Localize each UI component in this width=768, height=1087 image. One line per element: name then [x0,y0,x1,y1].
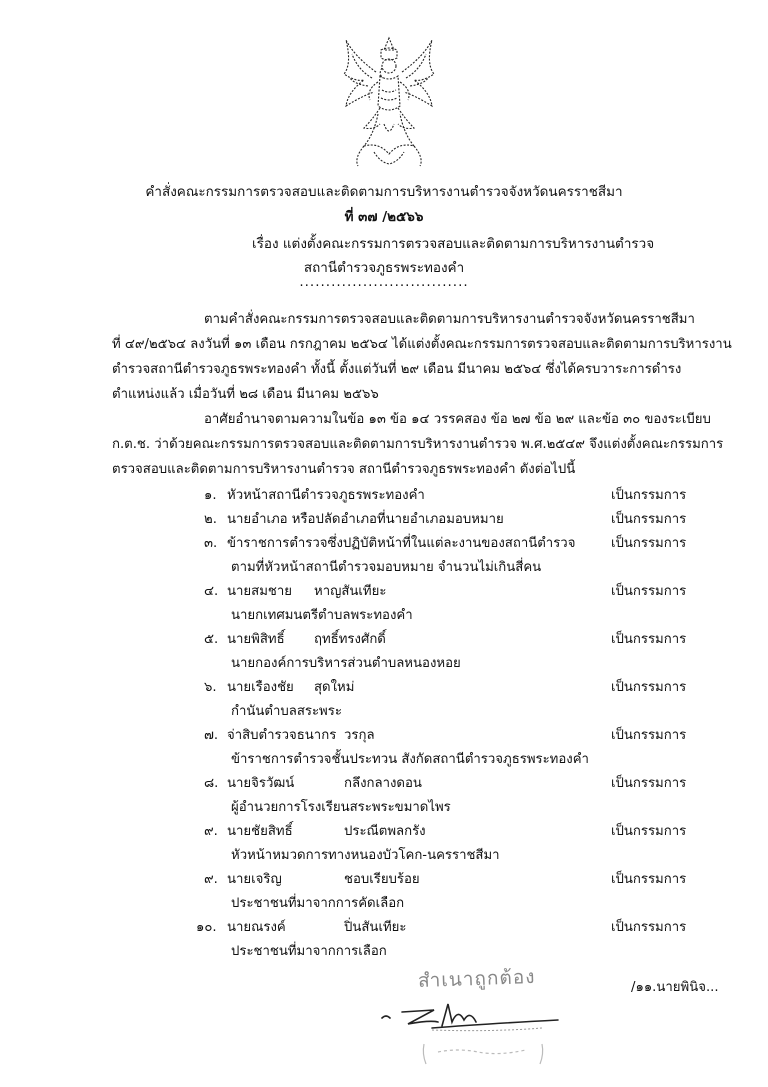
paragraph-2-line-2: ก.ต.ช. ว่าด้วยคณะกรรมการตรวจสอบและติดตามการบริหารงานตำรวจ พ.ศ.๒๕๔๙ จึงแต่งตั้งคณะกรรมการ [112,437,724,452]
paragraph-1-line-4: ตำแหน่งแล้ว เมื่อวันที่ ๒๘ เดือน มีนาคม ๒๕๖๖ [112,387,379,402]
order-title: คำสั่งคณะกรรมการตรวจสอบและติดตามการบริหารงานตำรวจจังหวัดนครราชสีมา [145,184,623,200]
member-name: นายณรงค์ [227,920,286,935]
member-role: เป็นกรรมการ [611,728,687,743]
member-number: ๔. [204,584,219,599]
continuation-note: /๑๑.นายพินิจ... [631,980,719,995]
member-number: ๘. [204,776,219,791]
paragraph-1-line-1: ตามคำสั่งคณะกรรมการตรวจสอบและติดตามการบริหารงานตำรวจจังหวัดนครราชสีมา [204,312,695,327]
header-divider: ................................ [299,274,469,290]
member-number: ๗. [204,728,219,743]
member-detail: กำนันตำบลสระพระ [231,704,342,719]
member-name: นายสมชาย [227,584,292,599]
member-detail: ผู้อำนวยการโรงเรียนสระพระขมาดไพร [231,800,451,815]
member-role: เป็นกรรมการ [611,920,687,935]
member-name: นายเรืองชัย [227,680,294,695]
subject-line-1: เรื่อง แต่งตั้งคณะกรรมการตรวจสอบและติดตามการบริหารงานตำรวจ [252,236,655,252]
certified-copy-stamp: สำเนาถูกต้อง [417,965,536,993]
member-detail: ข้าราชการตำรวจชั้นประทวน สังกัดสถานีตำรวจภูธรพระทองคำ [231,752,589,767]
garuda-emblem [334,34,444,169]
member-role: เป็นกรรมการ [611,488,687,503]
member-detail: ประชาชนที่มาจากการเลือก [231,944,387,959]
subject-line-2: สถานีตำรวจภูธรพระทองคำ [303,260,465,276]
member-name: หัวหน้าสถานีตำรวจภูธรพระทองคำ [227,488,425,503]
member-number: ๕. [204,632,219,647]
paragraph-2-line-1: อาศัยอำนาจตามความในข้อ ๑๓ ข้อ ๑๔ วรรคสอง ข้อ ๒๗ ข้อ ๒๙ และข้อ ๓๐ ของระเบียบ [204,412,711,427]
order-number: ที่ ๓๗ /๒๕๖๖ [344,209,424,225]
member-number: ๑๐. [196,920,217,935]
member-surname: ปิ่นสันเทียะ [344,920,407,935]
member-role: เป็นกรรมการ [611,872,687,887]
member-surname: วรกุล [344,728,375,743]
member-name: นายพิสิทธิ์ [227,632,285,647]
member-role: เป็นกรรมการ [611,680,687,695]
member-name: นายชัยสิทธิ์ [227,824,293,839]
member-number: ๖. [204,680,217,695]
member-number: ๙. [204,824,218,839]
member-name: นายเจริญ [227,872,282,887]
member-role: เป็นกรรมการ [611,824,687,839]
member-role: เป็นกรรมการ [611,632,687,647]
member-role: เป็นกรรมการ [611,776,687,791]
member-detail: หัวหน้าหมวดการทางหนองบัวโคก-นครราชสีมา [231,848,500,863]
member-surname: ประณีตพลกรัง [344,824,426,839]
member-name: นายจิรวัฒน์ [227,776,295,791]
member-detail: นายกเทศมนตรีตำบลพระทองคำ [231,608,413,623]
member-surname: สุดใหม่ [314,680,355,695]
member-number: ๓. [204,536,218,551]
paragraph-1-line-2: ที่ ๔๙/๒๕๖๔ ลงวันที่ ๑๓ เดือน กรกฎาคม ๒๕๖๔ ได้แต่งตั้งคณะกรรมการตรวจสอบและติดตามการบริหารงาน [112,337,732,352]
member-detail: นายกองค์การบริหารส่วนตำบลหนองหอย [231,656,461,671]
faded-name-stamp [418,1038,548,1068]
member-surname: ฤทธิ์ทรงศักดิ์ [314,632,386,647]
paragraph-1-line-3: ตำรวจสถานีตำรวจภูธรพระทองคำ ทั้งนี้ ตั้งแต่วันที่ ๒๙ เดือน มีนาคม ๒๕๖๔ ซึ่งได้ครบวาระการดำรง [112,362,682,377]
member-number: ๒. [204,512,217,527]
member-detail: ตามที่หัวหน้าสถานีตำรวจมอบหมาย จำนวนไม่เกินสี่คน [231,560,542,575]
member-surname: หาญสันเทียะ [314,584,387,599]
member-role: เป็นกรรมการ [611,584,687,599]
member-name: จ่าสิบตำรวจธนากร [227,728,337,743]
handwritten-signature [372,998,572,1034]
paragraph-2-line-3: ตรวจสอบและติดตามการบริหารงานตำรวจ สถานีตำรวจภูธรพระทองคำ ดังต่อไปนี้ [112,462,576,477]
member-name: นายอำเภอ หรือปลัดอำเภอที่นายอำเภอมอบหมาย [227,512,504,527]
member-role: เป็นกรรมการ [611,536,687,551]
member-name: ข้าราชการตำรวจซึ่งปฏิบัติหน้าที่ในแต่ละงานของสถานีตำรวจ [227,536,576,551]
member-surname: กลึงกลางดอน [344,776,422,791]
member-number: ๙. [204,872,218,887]
member-surname: ชอบเรียบร้อย [344,872,420,887]
member-number: ๑. [204,488,217,503]
member-detail: ประชาชนที่มาจากการคัดเลือก [231,896,405,911]
member-role: เป็นกรรมการ [611,512,687,527]
